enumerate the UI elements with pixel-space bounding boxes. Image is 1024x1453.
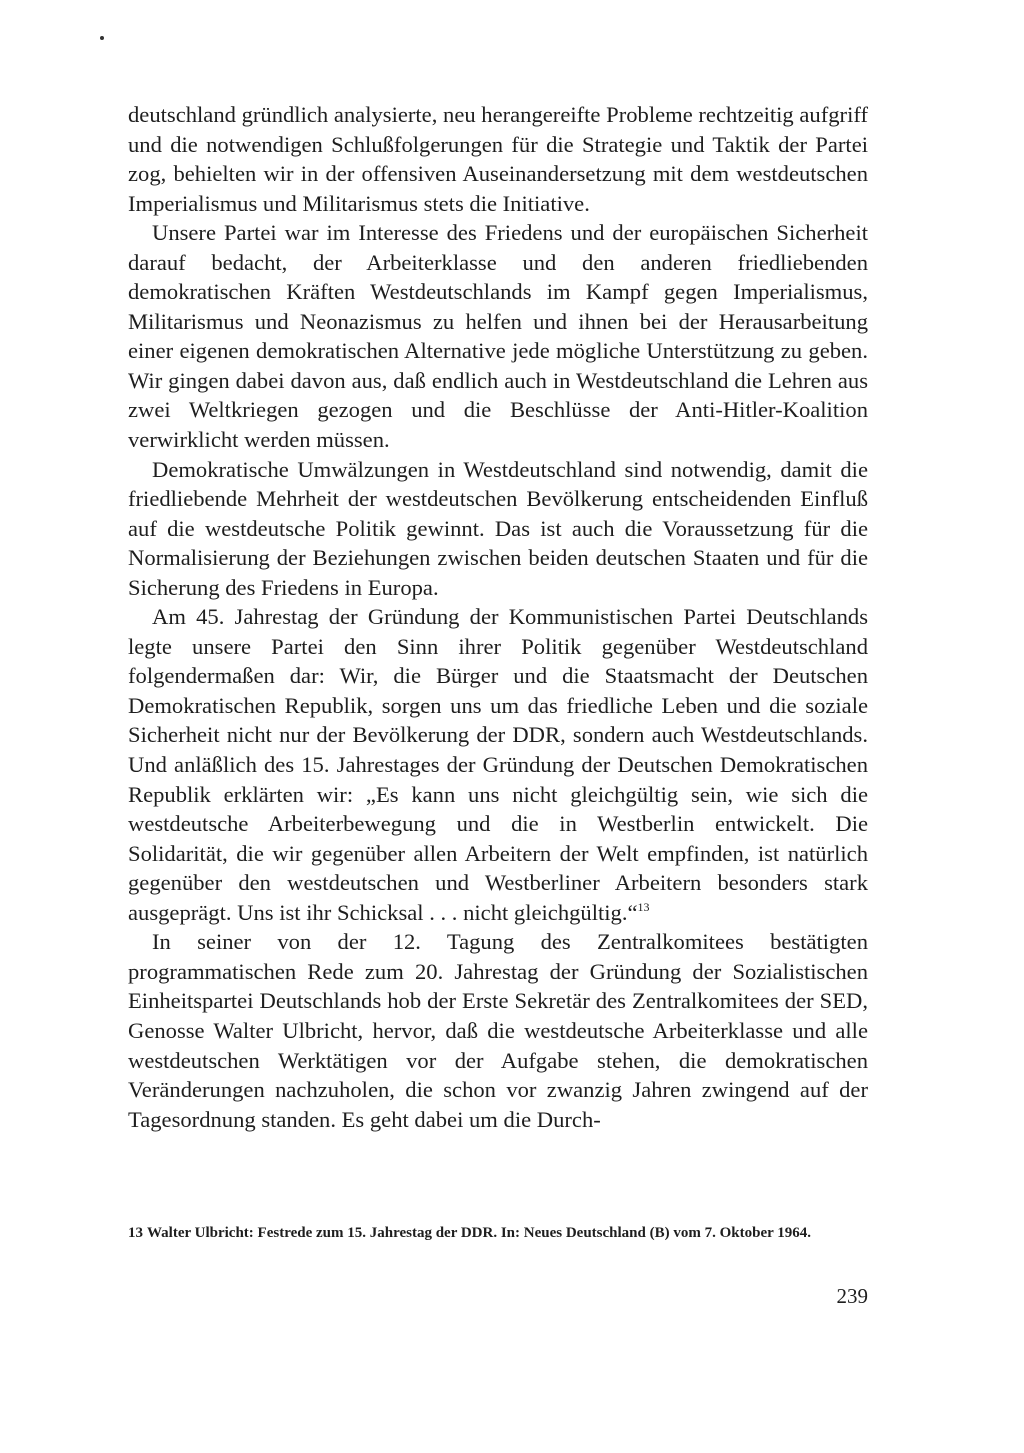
footnote-number: 13: [128, 1225, 143, 1241]
footnote-text: Walter Ulbricht: Festrede zum 15. Jahrestag der DDR. In: Neues Deutschland (B) vom 7. Oktober 1964.: [147, 1225, 811, 1241]
paragraph-4-text: Am 45. Jahrestag der Gründung der Kommunistischen Partei Deutschlands legte unsere Partei den Sinn ihrer Politik gegenüber Westdeutschland folgendermaßen dar: Wir, die Bürger und die Staatsmacht der Deutschen Demokratischen Republik, sorgen uns um das friedliche Leben und die soziale Sicherheit nicht nur der Bevölkerung der DDR, sondern auch Westdeutschlands. Und anläßlich des 15. Jahrestages der Gründung der Deutschen Demokratischen Republik erklärten wir: „Es kann uns nicht gleichgültig sein, wie sich die westdeutsche Arbeiterbewegung und die in Westberlin entwickelt. Die Solidarität, die wir gegenüber allen Arbeitern der Welt empfinden, ist natürlich gegenüber den westdeutschen und Westberliner Arbeitern besonders stark ausgeprägt. Uns ist ihr Schicksal . . . nicht gleichgültig.“: [128, 604, 868, 925]
margin-dot-mark: [100, 36, 104, 40]
footnote-reference: 13: [637, 899, 650, 914]
body-text: [128, 100, 868, 1134]
paragraph-2: Unsere Partei war im Interesse des Friedens und der europäischen Sicherheit darauf bedacht, der Arbeiterklasse und den anderen friedliebenden demokratischen Kräften Westdeutschlands im Kampf gegen Imperialismus, Militarismus und Neonazismus zu helfen und ihnen bei der Herausarbeitung einer eigenen demokratischen Alternative jede mögliche Unterstützung zu geben. Wir gingen dabei davon aus, daß endlich auch in Westdeutschland die Lehren aus zwei Weltkriegen gezogen und die Beschlüsse der Anti-Hitler-Koalition verwirklicht werden müssen.: [128, 220, 868, 453]
paragraph-4: [128, 602, 868, 927]
paragraph-5: In seiner von der 12. Tagung des Zentralkomitees bestätigten programmatischen Rede zum 20. Jahrestag der Gründung der Sozialistischen Einheitspartei Deutschlands hob der Erste Sekretär des Zentralkomitees der SED, Genosse Walter Ulbricht, hervor, daß die westdeutsche Arbeiterklasse und alle westdeutschen Werktätigen vor der Aufgabe stehen, die demokratischen Veränderungen nachzuholen, die schon vor zwanzig Jahren zwingend auf der Tagesordnung standen. Es geht dabei um die Durch-: [128, 929, 868, 1132]
page-number: 239: [836, 1284, 868, 1308]
paragraph-1: deutschland gründlich analysierte, neu herangereifte Probleme rechtzeitig aufgriff und die notwendigen Schlußfolgerungen für die Strategie und Taktik der Partei zog, behielten wir in der offensiven Auseinandersetzung mit dem westdeutschen Imperialismus und Militarismus stets die Initiative.: [128, 102, 868, 216]
paragraph-3: Demokratische Umwälzungen in Westdeutschland sind notwendig, damit die friedliebende Mehrheit der westdeutschen Bevölkerung entscheidenden Einfluß auf die westdeutsche Politik gewinnt. Das ist auch die Voraussetzung für die Normalisierung der Beziehungen zwischen beiden deutschen Staaten und für die Sicherung des Friedens in Europa.: [128, 456, 868, 600]
footnote: [128, 1224, 868, 1243]
